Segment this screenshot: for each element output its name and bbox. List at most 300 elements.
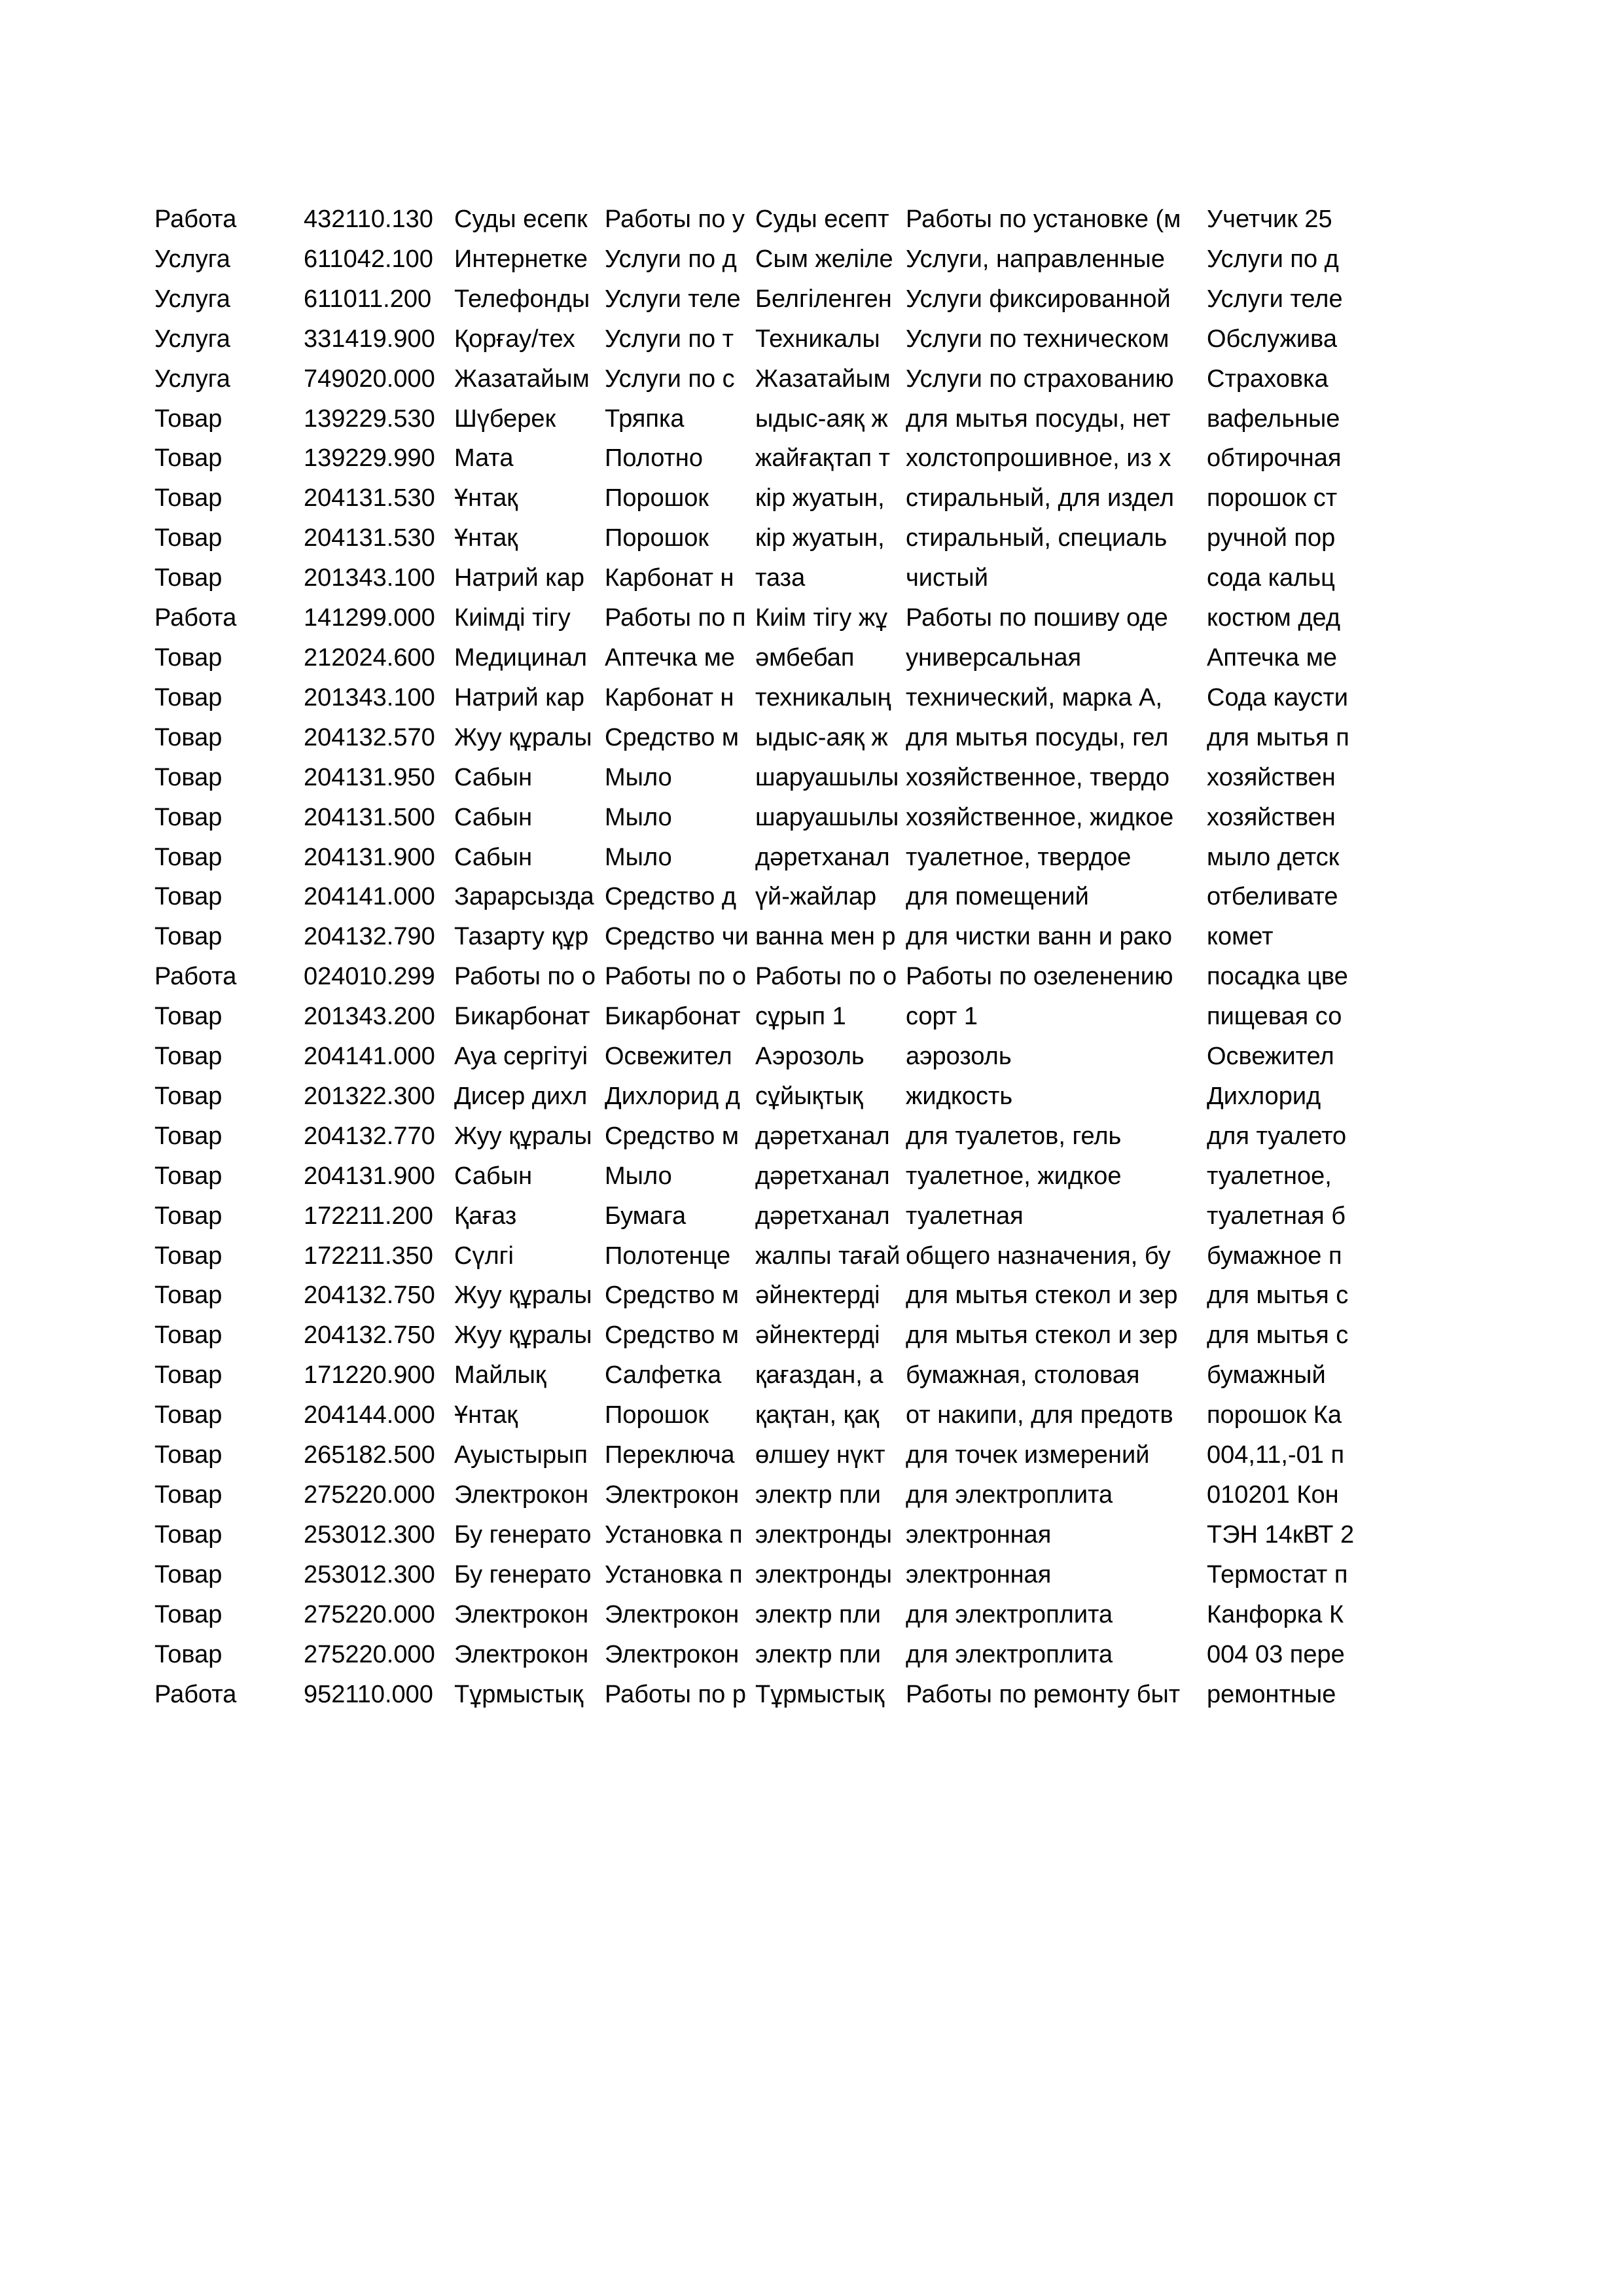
cell-name-ru: Услуги по д xyxy=(605,245,737,273)
cell-desc-kz: ыдыс-аяқ ж xyxy=(755,404,888,433)
cell-desc-kz: Работы по о xyxy=(755,963,897,991)
table-row xyxy=(154,518,1359,558)
cell-note: обтирочная xyxy=(1207,444,1342,473)
cell-name-ru: Электрокон xyxy=(605,1481,740,1509)
cell-name-kz: Жуу құралы xyxy=(454,1321,592,1350)
cell-desc-ru: туалетное, жидкое xyxy=(906,1162,1122,1190)
cell-desc-ru: электронная xyxy=(906,1560,1052,1588)
cell-name-ru: Мыло xyxy=(605,803,672,831)
cell-note: бумажный xyxy=(1207,1361,1326,1390)
cell-code: 275220.000 xyxy=(304,1481,435,1509)
cell-desc-ru: стиральный, для издел xyxy=(906,484,1175,512)
cell-code: 265182.500 xyxy=(304,1441,435,1469)
cell-type: Товар xyxy=(154,1202,223,1230)
cell-name-kz: Электрокон xyxy=(454,1600,589,1628)
cell-desc-kz: электронды xyxy=(755,1560,893,1588)
cell-code: 749020.000 xyxy=(304,365,435,393)
cell-name-kz: Работы по о xyxy=(454,963,596,991)
cell-name-kz: Ұнтақ xyxy=(454,484,518,512)
table-row xyxy=(154,917,1359,957)
cell-type: Товар xyxy=(154,1282,223,1310)
cell-desc-kz: электронды xyxy=(755,1520,893,1549)
cell-desc-kz: сұйықтық xyxy=(755,1082,863,1110)
cell-type: Товар xyxy=(154,1401,223,1429)
cell-code: 139229.530 xyxy=(304,404,435,433)
cell-code: 201343.100 xyxy=(304,683,435,711)
cell-name-kz: Қорғау/тех xyxy=(454,325,575,353)
cell-note: ручной пор xyxy=(1207,524,1336,552)
table-row xyxy=(154,718,1359,758)
cell-name-ru: Работы по р xyxy=(605,1680,746,1708)
cell-desc-ru: хозяйственное, жидкое xyxy=(906,803,1174,831)
cell-code: 171220.900 xyxy=(304,1361,435,1390)
cell-note: Услуги теле xyxy=(1207,285,1343,313)
cell-note: отбеливате xyxy=(1207,883,1338,911)
table-row xyxy=(154,678,1359,718)
table-row xyxy=(154,957,1359,997)
cell-name-kz: Телефонды xyxy=(454,285,590,313)
cell-code: 204144.000 xyxy=(304,1401,435,1429)
cell-desc-kz: үй-жайлар xyxy=(755,883,877,911)
cell-note: посадка цве xyxy=(1207,963,1348,991)
cell-note: хозяйствен xyxy=(1207,803,1336,831)
cell-desc-ru: Услуги, направленные xyxy=(906,245,1165,273)
cell-note: Термостат п xyxy=(1207,1560,1348,1588)
cell-name-kz: Медицинал xyxy=(454,643,588,672)
cell-desc-ru: Услуги фиксированной xyxy=(906,285,1171,313)
cell-name-kz: Киімді тігу xyxy=(454,604,571,632)
cell-name-kz: Бу генерато xyxy=(454,1520,592,1549)
cell-desc-kz: Белгіленген xyxy=(755,285,892,313)
table-row xyxy=(154,1355,1359,1395)
cell-desc-ru: Работы по озеленению xyxy=(906,963,1173,991)
cell-name-kz: Сабын xyxy=(454,1162,533,1190)
cell-desc-ru: для мытья стекол и зер xyxy=(906,1321,1178,1350)
cell-note: порошок Ка xyxy=(1207,1401,1342,1429)
table-row xyxy=(154,838,1359,878)
cell-name-kz: Сабын xyxy=(454,803,533,831)
cell-note: бумажное п xyxy=(1207,1242,1342,1270)
table-row xyxy=(154,997,1359,1037)
cell-name-kz: Мата xyxy=(454,444,514,473)
cell-note: Канфорка К xyxy=(1207,1600,1344,1628)
table-row xyxy=(154,1236,1359,1276)
cell-code: 275220.000 xyxy=(304,1600,435,1628)
cell-note: ТЭН 14кВТ 2 xyxy=(1207,1520,1355,1549)
cell-desc-ru: для мытья стекол и зер xyxy=(906,1282,1178,1310)
cell-name-ru: Бумага xyxy=(605,1202,687,1230)
cell-name-kz: Натрий кар xyxy=(454,683,585,711)
table-row xyxy=(154,1435,1359,1475)
table-row xyxy=(154,798,1359,838)
cell-desc-kz: электр пли xyxy=(755,1600,881,1628)
cell-note: 004,11,-01 п xyxy=(1207,1441,1345,1469)
cell-desc-ru: чистый xyxy=(906,564,988,592)
cell-note: 004 03 пере xyxy=(1207,1640,1345,1668)
cell-desc-ru: жидкость xyxy=(906,1082,1013,1110)
cell-code: 204132.770 xyxy=(304,1122,435,1150)
cell-desc-ru: аэрозоль xyxy=(906,1043,1012,1071)
cell-type: Услуга xyxy=(154,285,230,313)
cell-desc-ru: для чистки ванн и рако xyxy=(906,923,1172,951)
table-row xyxy=(154,478,1359,518)
cell-name-ru: Электрокон xyxy=(605,1600,740,1628)
cell-code: 253012.300 xyxy=(304,1560,435,1588)
cell-name-kz: Тұрмыстық xyxy=(454,1680,584,1708)
cell-name-kz: Ауыстырып xyxy=(454,1441,588,1469)
cell-code: 204132.750 xyxy=(304,1282,435,1310)
cell-name-kz: Жуу құралы xyxy=(454,723,592,751)
cell-name-kz: Ауа сергітуі xyxy=(454,1043,588,1071)
table-row xyxy=(154,1595,1359,1635)
cell-note: мыло детск xyxy=(1207,843,1340,871)
table-row xyxy=(154,279,1359,319)
cell-name-ru: Освежител xyxy=(605,1043,732,1071)
table-row xyxy=(154,1555,1359,1595)
cell-desc-kz: Сым желіле xyxy=(755,245,893,273)
table-row xyxy=(154,1117,1359,1157)
cell-name-ru: Мыло xyxy=(605,843,672,871)
cell-desc-ru: туалетная xyxy=(906,1202,1024,1230)
table-row xyxy=(154,319,1359,359)
cell-name-ru: Работы по о xyxy=(605,963,746,991)
cell-desc-ru: для электроплита xyxy=(906,1640,1113,1668)
cell-type: Товар xyxy=(154,883,223,911)
cell-note: костюм дед xyxy=(1207,604,1340,632)
cell-code: 201322.300 xyxy=(304,1082,435,1110)
cell-type: Товар xyxy=(154,1600,223,1628)
spreadsheet-page xyxy=(154,200,1359,1714)
cell-desc-kz: жалпы тағай xyxy=(755,1242,901,1270)
cell-name-ru: Услуги по с xyxy=(605,365,735,393)
cell-name-ru: Полотно xyxy=(605,444,704,473)
cell-desc-kz: әмбебап xyxy=(755,643,855,672)
cell-note: Сода каусти xyxy=(1207,683,1348,711)
cell-note: 010201 Кон xyxy=(1207,1481,1339,1509)
cell-code: 952110.000 xyxy=(304,1680,433,1708)
table-row xyxy=(154,1037,1359,1077)
cell-name-kz: Электрокон xyxy=(454,1481,589,1509)
table-row xyxy=(154,1157,1359,1196)
cell-note: вафельные xyxy=(1207,404,1340,433)
cell-note: для мытья п xyxy=(1207,723,1349,751)
cell-note: ремонтные xyxy=(1207,1680,1336,1708)
cell-name-kz: Электрокон xyxy=(454,1640,589,1668)
cell-type: Товар xyxy=(154,683,223,711)
cell-desc-kz: қағаздан, а xyxy=(755,1361,883,1390)
cell-note: туалетное, xyxy=(1207,1162,1332,1190)
cell-name-kz: Суды есепк xyxy=(454,206,588,233)
cell-code: 141299.000 xyxy=(304,604,435,632)
cell-desc-kz: Жазатайым xyxy=(755,365,891,393)
cell-code: 204131.500 xyxy=(304,803,435,831)
cell-desc-ru: для туалетов, гель xyxy=(906,1122,1122,1150)
cell-type: Товар xyxy=(154,763,223,791)
cell-desc-kz: дәретханал xyxy=(755,1202,890,1230)
cell-type: Товар xyxy=(154,1082,223,1110)
table-row xyxy=(154,1635,1359,1675)
table-row xyxy=(154,200,1359,240)
cell-desc-kz: Киім тігу жұ xyxy=(755,604,888,632)
cell-code: 212024.600 xyxy=(304,643,435,672)
cell-name-ru: Салфетка xyxy=(605,1361,722,1390)
cell-name-kz: Сүлгі xyxy=(454,1242,514,1270)
cell-name-ru: Порошок xyxy=(605,524,709,552)
cell-type: Работа xyxy=(154,604,237,632)
cell-type: Товар xyxy=(154,1043,223,1071)
cell-code: 253012.300 xyxy=(304,1520,435,1549)
cell-note: Освежител xyxy=(1207,1043,1334,1071)
cell-name-ru: Работы по п xyxy=(605,604,746,632)
cell-code: 204131.900 xyxy=(304,843,435,871)
cell-type: Товар xyxy=(154,1321,223,1350)
cell-desc-kz: кір жуатын, xyxy=(755,484,885,512)
cell-type: Товар xyxy=(154,923,223,951)
cell-name-ru: Работы по у xyxy=(605,206,745,233)
cell-note: порошок ст xyxy=(1207,484,1338,512)
cell-type: Товар xyxy=(154,1242,223,1270)
cell-name-ru: Средство д xyxy=(605,883,737,911)
table-row xyxy=(154,1276,1359,1316)
cell-type: Товар xyxy=(154,1640,223,1668)
cell-name-kz: Дисер дихл xyxy=(454,1082,588,1110)
cell-desc-ru: туалетное, твердое xyxy=(906,843,1132,871)
cell-type: Товар xyxy=(154,1361,223,1390)
table-row xyxy=(154,1316,1359,1355)
cell-name-kz: Интернетке xyxy=(454,245,588,273)
cell-name-ru: Установка п xyxy=(605,1560,743,1588)
cell-desc-ru: Услуги по страхованию xyxy=(906,365,1174,393)
cell-code: 204141.000 xyxy=(304,1043,435,1071)
cell-name-kz: Тазарту құр xyxy=(454,923,589,951)
cell-desc-kz: дәретханал xyxy=(755,1122,890,1150)
cell-type: Работа xyxy=(154,1680,237,1708)
cell-name-ru: Средство м xyxy=(605,1321,740,1350)
cell-code: 611042.100 xyxy=(304,245,433,273)
cell-name-kz: Зарарсызда xyxy=(454,883,594,911)
cell-note: Обслужива xyxy=(1207,325,1338,353)
cell-name-ru: Дихлорид д xyxy=(605,1082,740,1110)
cell-code: 204132.750 xyxy=(304,1321,435,1350)
cell-desc-ru: для точек измерений xyxy=(906,1441,1150,1469)
table-row xyxy=(154,1395,1359,1435)
cell-name-ru: Средство чи xyxy=(605,923,749,951)
cell-type: Товар xyxy=(154,803,223,831)
cell-code: 204131.900 xyxy=(304,1162,435,1190)
cell-desc-kz: дәретханал xyxy=(755,1162,890,1190)
cell-desc-ru: для мытья посуды, гел xyxy=(906,723,1169,751)
cell-name-kz: Жуу құралы xyxy=(454,1282,592,1310)
cell-name-ru: Карбонат н xyxy=(605,564,734,592)
cell-code: 201343.200 xyxy=(304,1003,435,1031)
cell-name-kz: Ұнтақ xyxy=(454,1401,518,1429)
cell-desc-ru: для мытья посуды, нет xyxy=(906,404,1171,433)
cell-desc-kz: дәретханал xyxy=(755,843,890,871)
table-row xyxy=(154,758,1359,798)
table-row xyxy=(154,1077,1359,1117)
cell-name-ru: Порошок xyxy=(605,484,709,512)
cell-code: 275220.000 xyxy=(304,1640,435,1668)
cell-desc-ru: Работы по пошиву оде xyxy=(906,604,1168,632)
cell-type: Услуга xyxy=(154,365,230,393)
cell-name-ru: Переключа xyxy=(605,1441,735,1469)
cell-note: хозяйствен xyxy=(1207,763,1336,791)
cell-desc-ru: для электроплита xyxy=(906,1600,1113,1628)
cell-desc-ru: общего назначения, бу xyxy=(906,1242,1171,1270)
cell-name-ru: Карбонат н xyxy=(605,683,734,711)
cell-type: Услуга xyxy=(154,245,230,273)
cell-name-ru: Мыло xyxy=(605,1162,672,1190)
cell-desc-ru: универсальная xyxy=(906,643,1082,672)
table-row xyxy=(154,638,1359,678)
cell-name-kz: Бикарбонат xyxy=(454,1003,590,1031)
cell-type: Товар xyxy=(154,524,223,552)
cell-desc-ru: для помещений xyxy=(906,883,1089,911)
cell-desc-ru: от накипи, для предотв xyxy=(906,1401,1173,1429)
cell-code: 331419.900 xyxy=(304,325,435,353)
cell-desc-kz: Суды есепт xyxy=(755,206,889,233)
table-row xyxy=(154,1675,1359,1715)
cell-name-ru: Аптечка ме xyxy=(605,643,735,672)
cell-name-ru: Услуги теле xyxy=(605,285,741,313)
table-row xyxy=(154,598,1359,638)
cell-type: Товар xyxy=(154,1520,223,1549)
cell-type: Товар xyxy=(154,1560,223,1588)
cell-desc-ru: сорт 1 xyxy=(906,1003,978,1031)
cell-name-ru: Средство м xyxy=(605,1282,740,1310)
cell-note: для мытья с xyxy=(1207,1321,1349,1350)
table-row xyxy=(154,359,1359,399)
cell-desc-kz: Техникалы xyxy=(755,325,880,353)
cell-name-kz: Жуу құралы xyxy=(454,1122,592,1150)
cell-note: сода кальц xyxy=(1207,564,1335,592)
cell-code: 172211.350 xyxy=(304,1242,433,1270)
table-row xyxy=(154,439,1359,478)
cell-name-kz: Шүберек xyxy=(454,404,556,433)
cell-note: для туалето xyxy=(1207,1122,1347,1150)
cell-note: для мытья с xyxy=(1207,1282,1349,1310)
table-row xyxy=(154,1196,1359,1236)
cell-desc-ru: хозяйственное, твердо xyxy=(906,763,1170,791)
cell-desc-ru: Работы по установке (м xyxy=(906,206,1181,233)
cell-name-kz: Майлық xyxy=(454,1361,546,1390)
cell-name-ru: Порошок xyxy=(605,1401,709,1429)
cell-type: Товар xyxy=(154,1122,223,1150)
cell-name-kz: Ұнтақ xyxy=(454,524,518,552)
cell-name-kz: Сабын xyxy=(454,763,533,791)
cell-type: Товар xyxy=(154,484,223,512)
cell-desc-ru: стиральный, специаль xyxy=(906,524,1168,552)
table-row xyxy=(154,240,1359,279)
cell-desc-kz: Аэрозоль xyxy=(755,1043,865,1071)
cell-name-ru: Бикарбонат xyxy=(605,1003,741,1031)
cell-type: Товар xyxy=(154,643,223,672)
cell-name-ru: Установка п xyxy=(605,1520,743,1549)
cell-desc-ru: электронная xyxy=(906,1520,1052,1549)
cell-desc-kz: Тұрмыстық xyxy=(755,1680,885,1708)
cell-name-ru: Полотенце xyxy=(605,1242,731,1270)
cell-type: Товар xyxy=(154,843,223,871)
cell-note: Услуги по д xyxy=(1207,245,1339,273)
cell-name-kz: Сабын xyxy=(454,843,533,871)
cell-desc-ru: Услуги по техническом xyxy=(906,325,1169,353)
cell-name-kz: Натрий кар xyxy=(454,564,585,592)
cell-desc-kz: кір жуатын, xyxy=(755,524,885,552)
cell-code: 204132.570 xyxy=(304,723,435,751)
table-row xyxy=(154,1515,1359,1555)
cell-type: Товар xyxy=(154,723,223,751)
cell-code: 204141.000 xyxy=(304,883,435,911)
cell-type: Товар xyxy=(154,404,223,433)
table-row xyxy=(154,877,1359,917)
cell-desc-ru: бумажная, столовая xyxy=(906,1361,1140,1390)
cell-desc-kz: жайғақтап т xyxy=(755,444,891,473)
cell-type: Работа xyxy=(154,963,237,991)
cell-desc-kz: ванна мен р xyxy=(755,923,896,951)
cell-name-ru: Средство м xyxy=(605,723,740,751)
cell-name-ru: Средство м xyxy=(605,1122,740,1150)
cell-code: 139229.990 xyxy=(304,444,435,473)
cell-code: 204132.790 xyxy=(304,923,435,951)
cell-desc-ru: технический, марка А, xyxy=(906,683,1163,711)
cell-desc-kz: шаруашылы xyxy=(755,803,899,831)
cell-note: Учетчик 25 xyxy=(1207,206,1332,233)
cell-desc-ru: холстопрошивное, из х xyxy=(906,444,1171,473)
cell-desc-kz: өлшеу нүкт xyxy=(755,1441,885,1469)
cell-code: 611011.200 xyxy=(304,285,432,313)
cell-code: 024010.299 xyxy=(304,963,435,991)
cell-desc-kz: қақтан, қақ xyxy=(755,1401,879,1429)
cell-type: Товар xyxy=(154,564,223,592)
data-table xyxy=(154,200,1359,1714)
cell-desc-kz: таза xyxy=(755,564,806,592)
cell-desc-kz: техникалың xyxy=(755,683,891,711)
cell-name-kz: Қағаз xyxy=(454,1202,517,1230)
cell-name-ru: Тряпка xyxy=(605,404,685,433)
cell-note: Аптечка ме xyxy=(1207,643,1337,672)
cell-type: Товар xyxy=(154,1162,223,1190)
cell-desc-ru: Работы по ремонту быт xyxy=(906,1680,1181,1708)
cell-desc-kz: электр пли xyxy=(755,1481,881,1509)
cell-name-kz: Жазатайым xyxy=(454,365,590,393)
cell-code: 204131.530 xyxy=(304,524,435,552)
cell-desc-ru: для электроплита xyxy=(906,1481,1113,1509)
cell-type: Товар xyxy=(154,444,223,473)
cell-type: Товар xyxy=(154,1003,223,1031)
cell-desc-kz: электр пли xyxy=(755,1640,881,1668)
cell-type: Товар xyxy=(154,1441,223,1469)
cell-name-ru: Мыло xyxy=(605,763,672,791)
cell-code: 204131.530 xyxy=(304,484,435,512)
cell-note: Страховка xyxy=(1207,365,1329,393)
cell-desc-kz: әйнектерді xyxy=(755,1282,880,1310)
cell-type: Услуга xyxy=(154,325,230,353)
cell-note: пищевая со xyxy=(1207,1003,1342,1031)
cell-desc-kz: шаруашылы xyxy=(755,763,899,791)
cell-note: туалетная б xyxy=(1207,1202,1346,1230)
cell-code: 172211.200 xyxy=(304,1202,433,1230)
table-body xyxy=(154,200,1359,1714)
cell-desc-kz: сұрып 1 xyxy=(755,1003,846,1031)
cell-note: Дихлорид xyxy=(1207,1082,1321,1110)
cell-name-ru: Электрокон xyxy=(605,1640,740,1668)
cell-name-kz: Бу генерато xyxy=(454,1560,592,1588)
cell-type: Товар xyxy=(154,1481,223,1509)
cell-name-ru: Услуги по т xyxy=(605,325,734,353)
cell-code: 204131.950 xyxy=(304,763,435,791)
cell-type: Работа xyxy=(154,206,237,233)
cell-code: 432110.130 xyxy=(304,206,433,233)
